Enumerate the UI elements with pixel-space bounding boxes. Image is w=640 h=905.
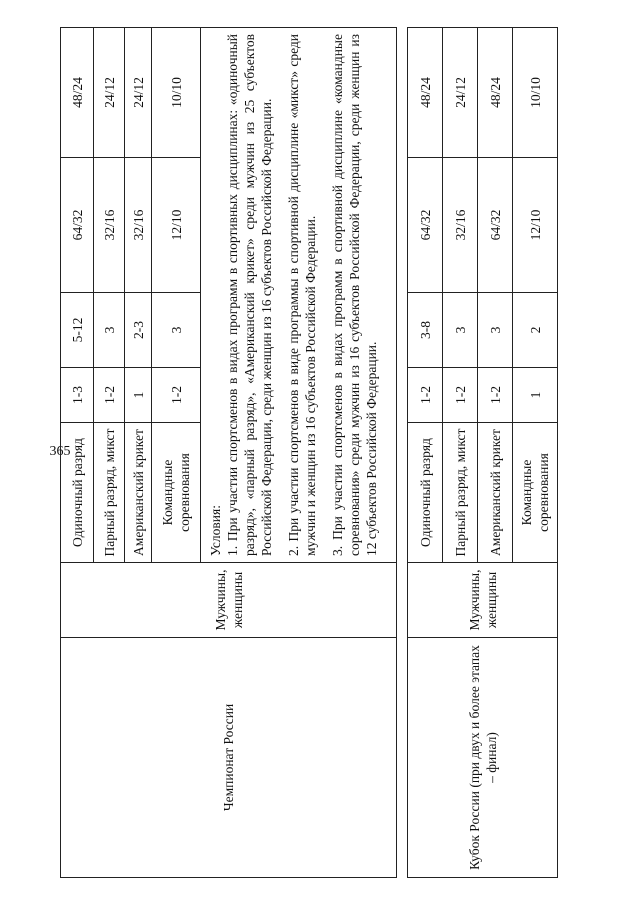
program-name: Парный разряд, микст — [94, 423, 125, 563]
cell-value: 10/10 — [152, 28, 201, 158]
cell-value: 12/10 — [513, 158, 558, 293]
cell-value: 1 — [125, 368, 152, 423]
cell-value: 3-8 — [408, 293, 443, 368]
program-name: Одиночный разряд — [408, 423, 443, 563]
cell-value: 64/32 — [61, 158, 94, 293]
program-name: Одиночный разряд — [61, 423, 94, 563]
cell-value: 12/10 — [152, 158, 201, 293]
cell-value: 1 — [513, 368, 558, 423]
cell-value: 48/24 — [61, 28, 94, 158]
cell-value: 32/16 — [443, 158, 478, 293]
cell-value: 3 — [152, 293, 201, 368]
participants: Мужчины, женщины — [61, 563, 397, 638]
program-name: Американский крикет — [478, 423, 513, 563]
section-gap — [397, 28, 408, 878]
cell-value: 5-12 — [61, 293, 94, 368]
program-name: Командные соревнования — [513, 423, 558, 563]
cell-value: 32/16 — [94, 158, 125, 293]
cell-value: 64/32 — [478, 158, 513, 293]
program-name: Американский крикет — [125, 423, 152, 563]
sports-rank-table — [60, 27, 558, 878]
condition-item: 1. При участии спортсменов в видах программ в спортивных дисциплинах: «одиночный разряд», «парный разряд», «Американский крикет» среди мужчин из 25 субъектов Российской Федерации, среди женщин из 16 субъектов Российской Федерации. — [225, 34, 274, 556]
condition-item: 2. При участии спортсменов в виде программы в спортивной дисциплине «микст» среди мужчин и женщин из 16 субъектов Российской Федерации. — [286, 34, 318, 556]
participants: Мужчины, женщины — [408, 563, 558, 638]
cell-value: 48/24 — [408, 28, 443, 158]
cell-value: 1-2 — [478, 368, 513, 423]
cell-value: 32/16 — [125, 158, 152, 293]
cell-value: 3 — [94, 293, 125, 368]
rotated-table-container — [60, 28, 551, 878]
condition-item: 3. При участии спортсменов в видах программ в спортивной дисциплине «командные соревнования» среди мужчин из 16 субъектов Российской Федерации, среди женщин из 12 субъектов Российской Федерации. — [330, 34, 379, 556]
cell-value: 64/32 — [408, 158, 443, 293]
cell-value: 3 — [443, 293, 478, 368]
cell-value: 1-2 — [94, 368, 125, 423]
competition-name: Чемпионат России — [61, 638, 397, 878]
cell-value: 1-2 — [152, 368, 201, 423]
cell-value: 2 — [513, 293, 558, 368]
cell-value: 24/12 — [443, 28, 478, 158]
program-name: Парный разряд, микст — [443, 423, 478, 563]
cell-value: 2-3 — [125, 293, 152, 368]
table-row — [408, 28, 443, 878]
table-row — [61, 28, 94, 878]
cell-value: 10/10 — [513, 28, 558, 158]
conditions-block — [201, 28, 397, 563]
program-name: Командные соревнования — [152, 423, 201, 563]
cell-value: 24/12 — [94, 28, 125, 158]
cell-value: 1-3 — [61, 368, 94, 423]
cell-value: 1-2 — [408, 368, 443, 423]
competition-name: Кубок России (при двух и более этапах – финал) — [408, 638, 558, 878]
page-number: 365 — [49, 444, 71, 459]
cell-value: 3 — [478, 293, 513, 368]
cell-value: 24/12 — [125, 28, 152, 158]
cell-value: 48/24 — [478, 28, 513, 158]
cell-value: 1-2 — [443, 368, 478, 423]
conditions-title: Условия: — [208, 505, 223, 556]
